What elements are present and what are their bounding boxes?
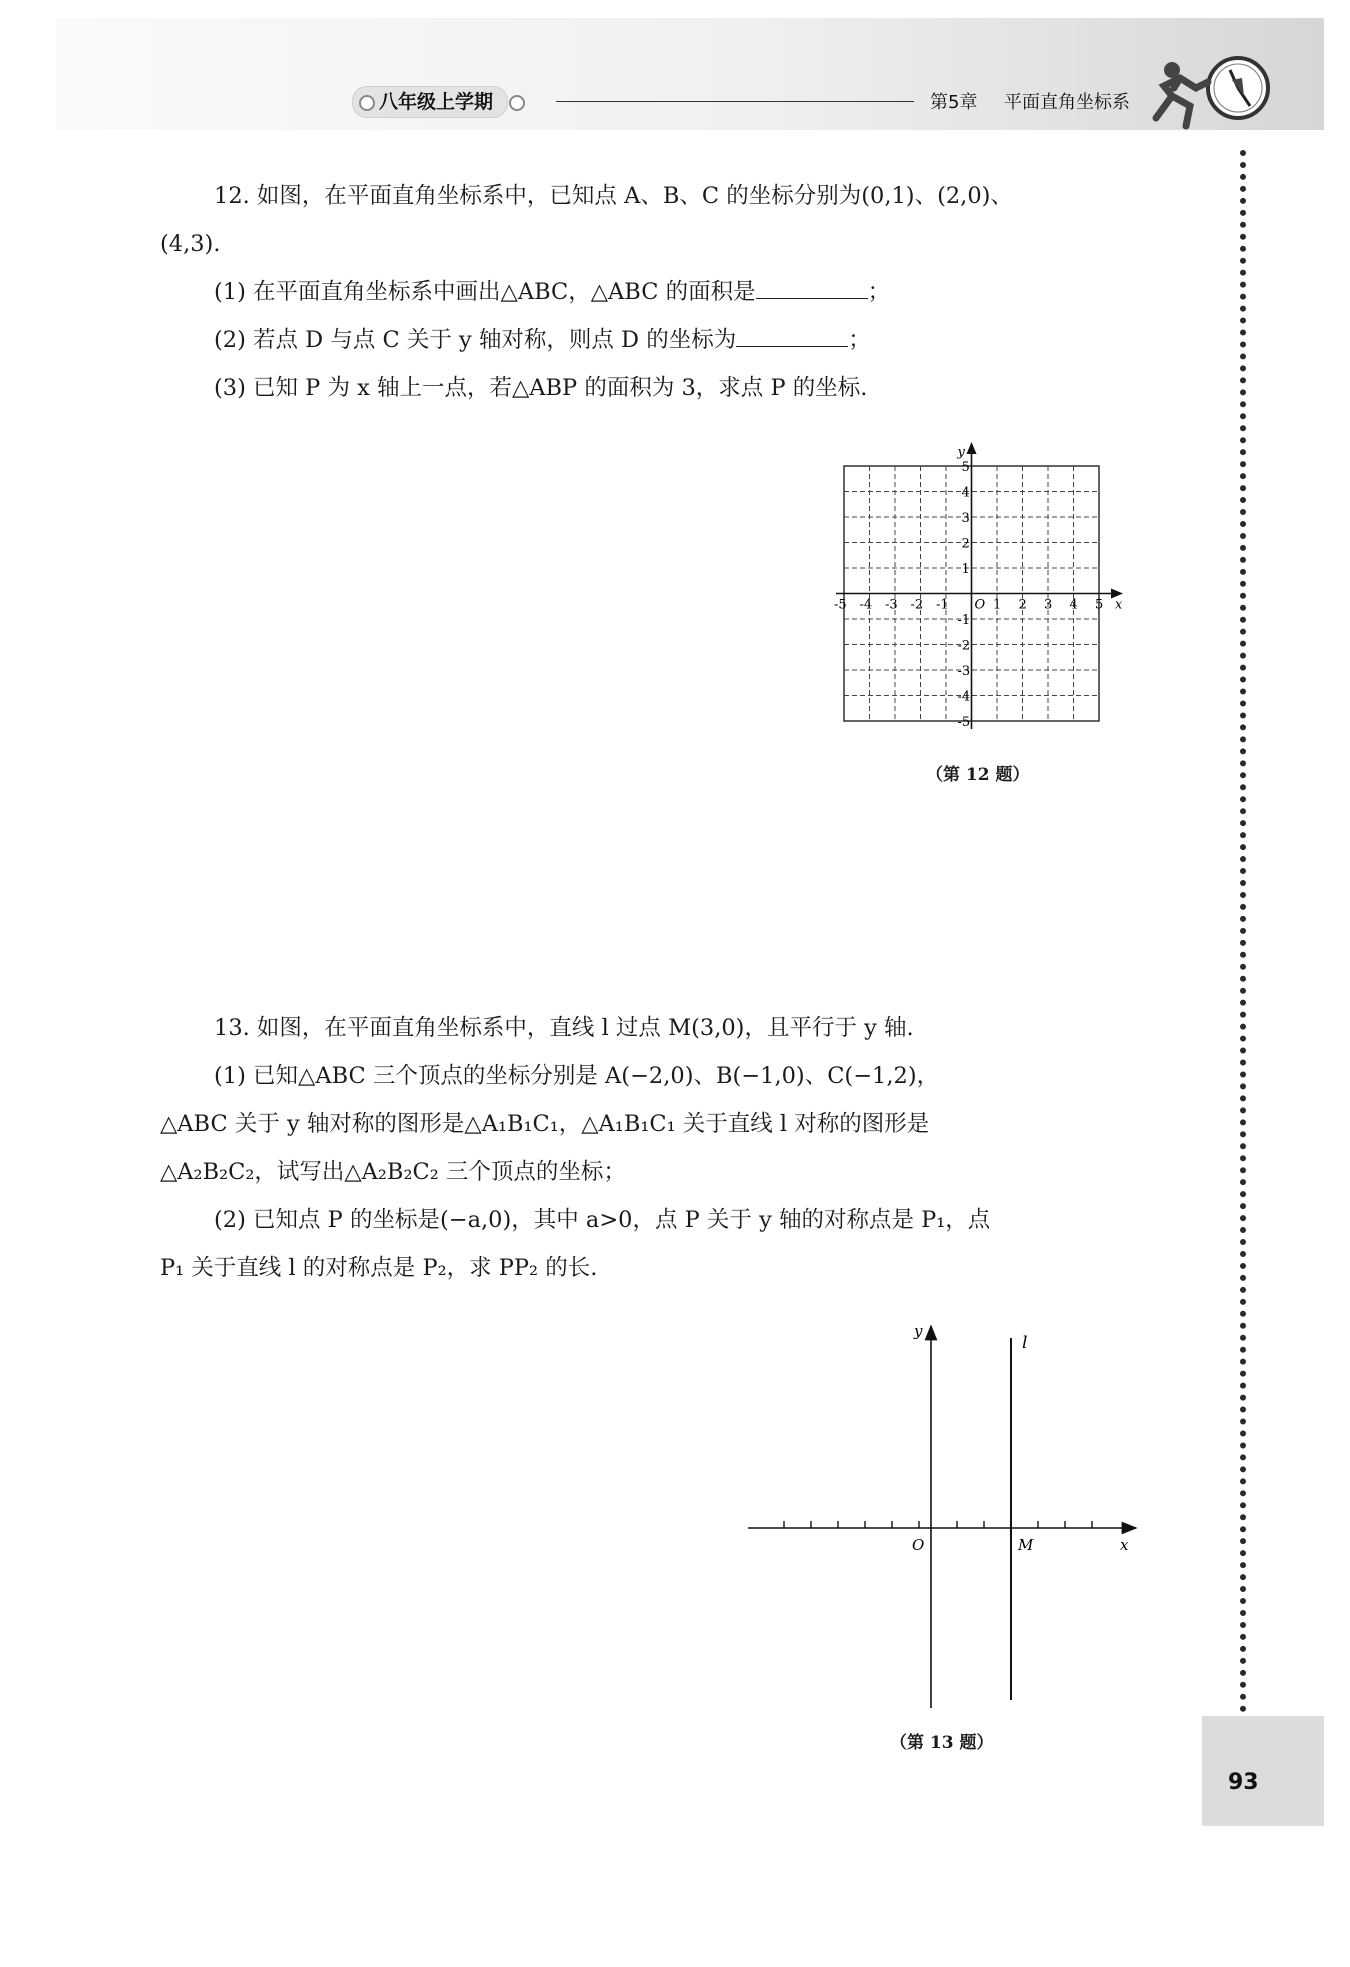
- x-axis-ticks: [784, 1521, 1092, 1528]
- header-rule: [556, 101, 914, 102]
- y-tick-label: -1: [957, 613, 971, 628]
- y-tick-label: -2: [957, 638, 971, 654]
- y-tick-label: -4: [957, 689, 971, 705]
- chapter-number: 第5章: [930, 92, 978, 113]
- q12-part3: (3) 已知 P 为 x 轴上一点，若△ABP 的面积为 3，求点 P 的坐标.: [214, 375, 868, 401]
- grade-label: 八年级上学期: [352, 86, 508, 118]
- y-tick-label: 5: [961, 460, 970, 475]
- q13-axes-figure: [744, 1318, 1144, 1718]
- q12-part1-end: ；: [867, 279, 891, 305]
- point-m-label: M: [1018, 1536, 1034, 1554]
- x-tick-label: -4: [859, 597, 873, 613]
- q13-line4: △A₂B₂C₂，试写出△A₂B₂C₂ 三个顶点的坐标；: [160, 1159, 626, 1185]
- header-band: [56, 18, 1324, 130]
- q13-caption: （第 13 题）: [890, 1733, 994, 1753]
- x-tick-label: 1: [993, 597, 1002, 613]
- q12-part2-text: (2) 若点 D 与点 C 关于 y 轴对称，则点 D 的坐标为: [214, 327, 737, 353]
- answer-blank: [756, 278, 868, 299]
- y-axis-arrow: [967, 442, 977, 454]
- q13-line1: 13. 如图，在平面直角坐标系中，直线 l 过点 M(3,0)，且平行于 y 轴.: [214, 1015, 914, 1041]
- q13-line2: (1) 已知△ABC 三个顶点的坐标分别是 A(−2,0)、B(−1,0)、C(−1,2)，: [214, 1063, 940, 1089]
- x-tick-label: -2: [910, 597, 924, 613]
- x-tick-label: 3: [1044, 597, 1053, 613]
- q13-line5: (2) 已知点 P 的坐标是(−a,0)，其中 a>0，点 P 关于 y 轴的对称点是 P₁，点: [214, 1207, 991, 1233]
- q12-coordinate-grid: [832, 440, 1128, 746]
- q12-stem-line1: 12. 如图，在平面直角坐标系中，已知点 A、B、C 的坐标分别为(0,1)、(2,0)、: [214, 183, 1013, 209]
- q12-part1: [160, 268, 1150, 316]
- x-tick-label: -5: [834, 597, 847, 613]
- line-l-label: l: [1022, 1333, 1028, 1353]
- page-number-tab: [1202, 1716, 1324, 1826]
- x-tick-label: 4: [1069, 597, 1078, 613]
- y-axis-label: y: [914, 1322, 923, 1340]
- x-tick-label: 2: [1018, 597, 1027, 613]
- question-13: [160, 1004, 1150, 1292]
- dotted-margin-rule: [1240, 150, 1246, 1725]
- q12-part2-end: ；: [848, 327, 871, 353]
- x-axis-label: x: [1120, 1536, 1129, 1554]
- x-tick-label: 5: [1095, 597, 1104, 613]
- q12-stem-line2: (4,3).: [160, 231, 221, 257]
- y-tick-label: 2: [961, 536, 970, 552]
- x-tick-label: -1: [936, 597, 949, 613]
- question-12: [160, 172, 1150, 412]
- q13-line6: P₁ 关于直线 l 的对称点是 P₂，求 PP₂ 的长.: [160, 1255, 598, 1281]
- y-tick-label: -5: [957, 715, 971, 730]
- page-number: 93: [1228, 1770, 1259, 1795]
- q12-caption: （第 12 题）: [926, 765, 1030, 785]
- y-tick-label: 1: [961, 562, 970, 577]
- q12-part1-text: (1) 在平面直角坐标系中画出△ABC，△ABC 的面积是: [214, 279, 756, 305]
- origin-label: O: [912, 1536, 925, 1554]
- x-tick-label: -3: [885, 597, 898, 613]
- runner-clock-logo-icon: [1150, 48, 1274, 130]
- x-axis-label: x: [1115, 597, 1123, 613]
- y-tick-label: -3: [957, 664, 971, 679]
- y-axis-label: y: [957, 445, 965, 460]
- y-tick-label: 4: [961, 485, 970, 501]
- answer-blank: [736, 326, 848, 347]
- q12-part2: [160, 316, 1150, 364]
- q13-line3: △ABC 关于 y 轴对称的图形是△A₁B₁C₁，△A₁B₁C₁ 关于直线 l 对称的图形是: [160, 1111, 930, 1137]
- chapter-title: 平面直角坐标系: [1004, 92, 1130, 113]
- y-tick-label: 3: [961, 511, 970, 526]
- origin-label: O: [974, 597, 986, 613]
